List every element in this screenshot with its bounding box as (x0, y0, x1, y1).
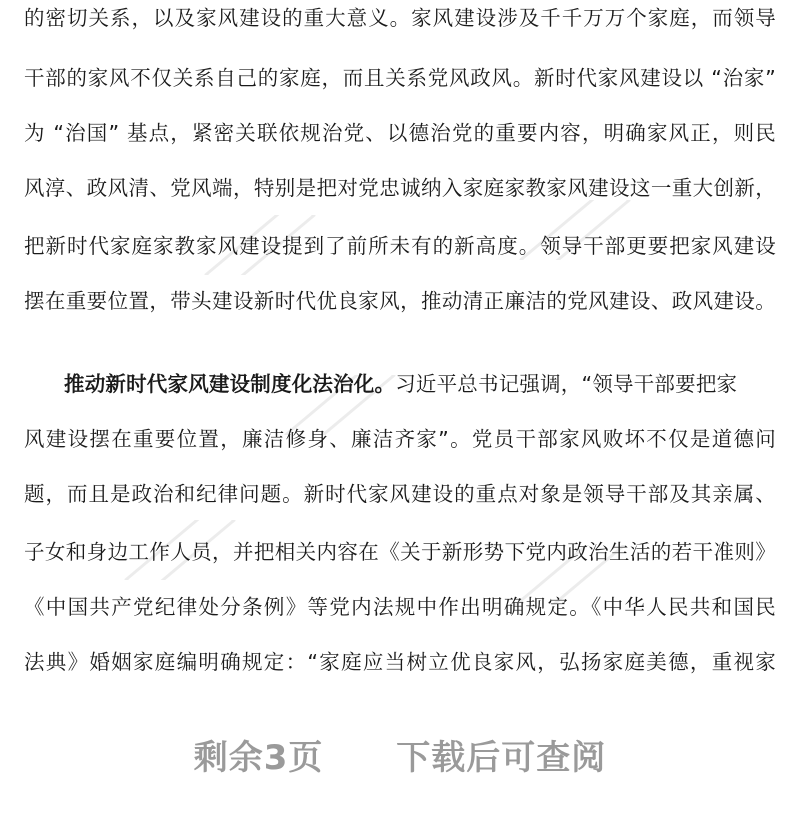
paragraph2-line-6: 法典》婚姻家庭编明确规定：“家庭应当树立优良家风，弘扬家庭美德，重视家 (24, 650, 776, 674)
download-prompt[interactable] (0, 730, 800, 786)
paragraph2-line-2: 风建设摆在重要位置，廉洁修身、廉洁齐家”。党员干部家风败坏不仅是道德问 (24, 427, 776, 451)
paragraph2-line-4: 子女和身边工作人员，并把相关内容在《关于新形势下党内政治生活的若干准则》 (24, 540, 776, 564)
paragraph1-line-2: 干部的家风不仅关系自己的家庭，而且关系党风政风。新时代家风建设以 “治家” (24, 66, 776, 90)
paragraph2-line-3: 题，而且是政治和纪律问题。新时代家风建设的重点对象是领导干部及其亲属、 (24, 482, 776, 506)
paragraph1-line-4: 风淳、政风清、党风端，特别是把对党忠诚纳入家庭家教家风建设这一重大创新， (24, 176, 776, 200)
paragraph2-line-1 (64, 370, 776, 398)
paragraph1-line-6: 摆在重要位置，带头建设新时代优良家风，推动清正廉洁的党风建设、政风建设。 (24, 289, 776, 313)
download-hint-label[interactable]: 下载后可查阅 (396, 738, 607, 778)
paragraph2-lead: 推动新时代家风建设制度化法治化。 (64, 372, 396, 396)
paragraph2-line-5: 《中国共产党纪律处分条例》等党内法规中作出明确规定。《中华人民共和国民 (24, 595, 776, 619)
paragraph1-line-1: 的密切关系，以及家风建设的重大意义。家风建设涉及千千万万个家庭，而领导 (24, 6, 776, 30)
paragraph1-line-3: 为 “治国” 基点，紧密关联依规治党、以德治党的重要内容，明确家风正，则民 (24, 121, 776, 145)
remaining-pages-label[interactable]: 剩余3页 (193, 738, 324, 778)
paragraph2-line-1-rest: 习近平总书记强调，“领导干部要把家 (395, 372, 738, 396)
paragraph1-line-5: 把新时代家庭家教家风建设提到了前所未有的新高度。领导干部更要把家风建设 (24, 234, 776, 258)
